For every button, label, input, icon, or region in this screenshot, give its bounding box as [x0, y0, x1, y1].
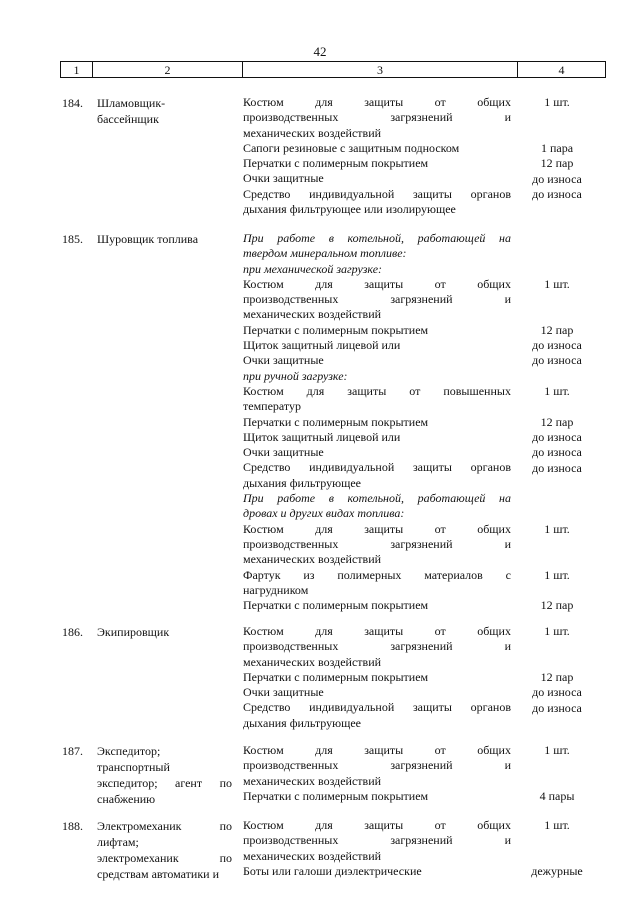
ppe-item-line: производственных загрязнений и	[243, 536, 511, 551]
ppe-item-line: При работе в котельной, работающей на	[243, 231, 511, 245]
ppe-item-line: Очки защитные	[243, 445, 324, 460]
ppe-item-line: Очки защитные	[243, 685, 324, 700]
ppe-item-line: Щиток защитный лицевой или	[243, 429, 401, 444]
ppe-item-line: дыхания фильтрующее или изолирующее	[243, 202, 456, 217]
profession-name-line: транспортный	[97, 760, 170, 774]
issue-norm: до износа	[532, 460, 582, 475]
ppe-item-line: Очки защитные	[243, 171, 324, 186]
ppe-item-line: Щиток защитный лицевой или	[243, 338, 401, 353]
issue-norm: до износа	[532, 429, 582, 444]
ppe-item-line: Очки защитные	[243, 353, 324, 368]
ppe-item-line: механических воздействий	[243, 848, 382, 863]
ppe-item-line: производственных загрязнений и	[243, 639, 511, 654]
issue-norm: 12 пар	[540, 322, 574, 337]
ppe-item-line: механических воздействий	[243, 125, 382, 140]
ppe-item-line: производственных загрязнений и	[243, 110, 511, 125]
issue-norm: 12 пар	[540, 414, 574, 429]
profession-name-line: Электромеханик по	[97, 819, 232, 833]
column-header-ppe: 3	[243, 62, 518, 78]
profession-name-line: бассейнщик	[97, 112, 159, 126]
ppe-item-line: Перчатки с полимерным покрытием	[243, 598, 429, 613]
ppe-item-line: Перчатки с полимерным покрытием	[243, 414, 429, 429]
ppe-item-line: Костюм для защиты от общих	[243, 818, 511, 832]
profession-name-line: средствам автоматики и	[97, 867, 220, 881]
ppe-item-line: Костюм для защиты от общих	[243, 743, 511, 757]
issue-norm: до износа	[532, 338, 582, 353]
ppe-item-line: производственных загрязнений и	[243, 292, 511, 307]
issue-norm: 12 пар	[540, 156, 574, 171]
profession-name-line: Экспедитор;	[97, 744, 161, 758]
ppe-item-line: Костюм для защиты от повышенных	[243, 383, 511, 398]
issue-norm: 1 шт.	[544, 384, 570, 398]
profession-name-line: электромеханик по	[97, 851, 232, 865]
ppe-items	[243, 743, 511, 804]
ppe-item-line: Костюм для защиты от общих	[243, 521, 511, 536]
profession-name-line: лифтам;	[97, 835, 139, 849]
profession-name	[97, 743, 232, 807]
ppe-item-line: при ручной загрузке:	[243, 368, 348, 383]
ppe-item-line: производственных загрязнений и	[243, 833, 511, 848]
ppe-item-line: твердом минеральном топливе:	[243, 246, 407, 261]
entry-number: 185.	[62, 232, 83, 246]
issue-norm: до износа	[532, 353, 582, 368]
ppe-item-line: Перчатки с полимерным покрытием	[243, 788, 429, 803]
ppe-item-line: температур	[243, 399, 302, 414]
ppe-items	[243, 818, 511, 879]
profession-name-line: Шуровщик топлива	[97, 232, 199, 246]
column-header-profession: 2	[93, 62, 243, 78]
profession-name	[97, 95, 232, 127]
ppe-item-line: Костюм для защиты от общих	[243, 276, 511, 291]
ppe-item-line: механических воздействий	[243, 552, 382, 567]
ppe-item-line: Средство индивидуальной защиты органов	[243, 700, 511, 715]
profession-name-line: Экипировщик	[97, 625, 170, 639]
issue-norm: до износа	[532, 445, 582, 460]
page-number: 42	[313, 44, 327, 59]
ppe-item-line: При работе в котельной, работающей на	[243, 491, 511, 506]
ppe-item-line: Костюм для защиты от общих	[243, 624, 511, 638]
profession-name-line: экспедитор; агент по	[97, 776, 232, 790]
issue-norm: до износа	[532, 186, 582, 201]
ppe-item-line: Фартук из полимерных материалов с	[243, 567, 511, 582]
ppe-item-line: дровах и других видах топлива:	[243, 506, 405, 521]
issue-norm: 1 шт.	[544, 521, 570, 536]
ppe-item-line: механических воздействий	[243, 654, 382, 669]
issue-norm: до износа	[532, 685, 582, 700]
ppe-item-line: Костюм для защиты от общих	[243, 95, 511, 109]
column-header-norm: 4	[518, 62, 606, 78]
column-header-num: 1	[61, 62, 93, 78]
ppe-item-line: Средство индивидуальной защиты органов	[243, 186, 511, 201]
ppe-items	[243, 231, 511, 613]
ppe-item-line: Перчатки с полимерным покрытием	[243, 156, 429, 171]
entry-number: 188.	[62, 819, 83, 833]
ppe-item-line: Боты или галоши диэлектрические	[243, 863, 422, 878]
issue-norm: 4 пары	[539, 788, 575, 803]
ppe-item-line: при механической загрузке:	[243, 261, 383, 276]
ppe-item-line: Перчатки с полимерным покрытием	[243, 322, 429, 337]
ppe-item-line: Сапоги резиновые с защитным подноском	[243, 140, 460, 155]
issue-norm: 1 шт.	[544, 95, 570, 109]
ppe-item-line: нагрудником	[243, 582, 309, 597]
issue-norm: 1 шт.	[544, 567, 570, 582]
entry-number: 184.	[62, 96, 83, 110]
ppe-items	[243, 95, 511, 217]
issue-norm: дежурные	[531, 863, 583, 878]
issue-norm: до износа	[532, 171, 582, 186]
issue-norm: 1 шт.	[544, 818, 570, 832]
issue-norm: 12 пар	[540, 669, 574, 684]
profession-name	[97, 818, 232, 882]
issue-norm: 1 шт.	[544, 624, 570, 638]
issue-norm: 1 шт.	[544, 276, 570, 291]
ppe-item-line: дыхания фильтрующее	[243, 475, 361, 490]
issue-norm: 12 пар	[540, 598, 574, 613]
ppe-items	[243, 624, 511, 731]
ppe-item-line: механических воздействий	[243, 773, 382, 788]
entry-number: 187.	[62, 744, 83, 758]
profession-name-line: снабжению	[97, 792, 156, 806]
profession-name-line: Шламовщик-	[97, 96, 166, 110]
entry-number: 186.	[62, 625, 83, 639]
ppe-item-line: Средство индивидуальной защиты органов	[243, 460, 511, 475]
column-header-table	[60, 61, 606, 78]
ppe-item-line: Перчатки с полимерным покрытием	[243, 669, 429, 684]
ppe-item-line: механических воздействий	[243, 307, 382, 322]
issue-norm: 1 шт.	[544, 743, 570, 757]
ppe-item-line: производственных загрязнений и	[243, 758, 511, 773]
profession-name	[97, 624, 232, 640]
issue-norm: 1 пара	[540, 140, 574, 155]
profession-name	[97, 231, 232, 247]
ppe-item-line: дыхания фильтрующее	[243, 715, 361, 730]
issue-norm: до износа	[532, 700, 582, 715]
